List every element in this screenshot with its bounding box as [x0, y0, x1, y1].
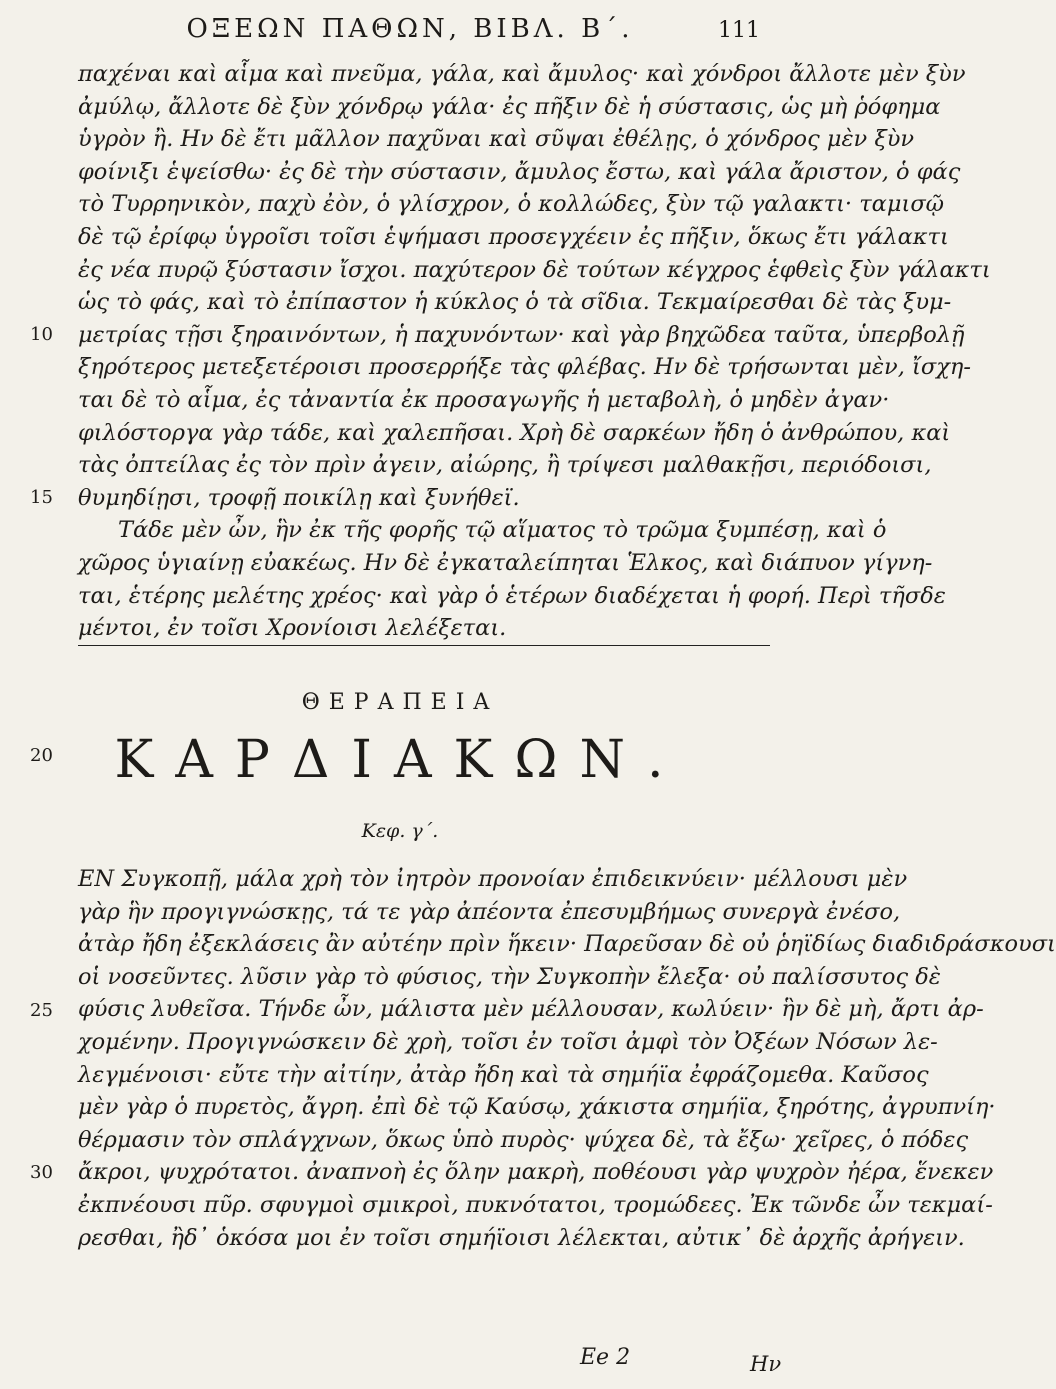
line-number: 30	[30, 1162, 53, 1183]
text-line: ἄκροι, ψυχρότατοι. ἀναπνοὴ ἐς ὅλην μακρὴ, ποθέουσι γὰρ ψυχρὸν ἠέρα, ἕνεκεν	[78, 1159, 994, 1186]
line-number: 20	[30, 745, 53, 766]
line-number: 10	[30, 324, 53, 345]
text-line: ται, ἑτέρης μελέτης χρέος· καὶ γὰρ ὁ ἑτέρων διαδέχεται ἡ φορή. Περὶ τῆσδε	[78, 582, 946, 609]
section-rule	[78, 645, 770, 646]
section-title: ΚΑΡΔΙΑΚΩΝ.	[114, 730, 686, 790]
text-line: χῶρος ὑγιαίνῃ εὐακέως. Ην δὲ ἐγκαταλείπηται Ἑλκος, καὶ διάπυον γίγνη-	[78, 549, 933, 576]
running-title: ΟΞΕΩΝ ΠΑΘΩΝ, ΒΙΒΛ. Β΄.	[186, 14, 634, 44]
text-line: ἀτὰρ ἤδη ἐξεκλάσεις ἂν αὐτέην πρὶν ἥκειν· Παρεῦσαν δὲ οὐ ῥηϊδίως διαδιδράσκουσι	[78, 931, 1056, 958]
text-line: ξηρότερος μετεξετέροισι προσερρήξε τὰς φλέβας. Ην δὲ τρήσωνται μὲν, ἴσχη-	[78, 354, 971, 381]
text-line: θυμηδίῃσι, τροφῇ ποικίλῃ καὶ ξυνήθεϊ.	[78, 484, 520, 511]
catchword: Hν	[750, 1352, 782, 1376]
text-line: ΕΝ Συγκοπῇ, μάλα χρὴ τὸν ἰητρὸν προνοίαν ἐπιδεικνύειν· μέλλουσι μὲν	[78, 866, 908, 892]
text-line: παχέναι καὶ αἷμα καὶ πνεῦμα, γάλα, καὶ ἄμυλος· καὶ χόνδροι ἄλλοτε μὲν ξὺν	[78, 61, 966, 87]
signature-mark: Ee 2	[580, 1345, 631, 1370]
text-line: δὲ τῷ ἐρίφῳ ὑγροῖσι τοῖσι ἑψήμασι προσεγχέειν ἐς πῆξιν, ὅκως ἔτι γάλακτι	[78, 223, 949, 250]
text-line: ὑγρὸν ἢ. Ην δὲ ἔτι μᾶλλον παχῦναι καὶ σῦψαι ἐθέλῃς, ὁ χόνδρος μὲν ξὺν	[78, 126, 915, 153]
page-number: 111	[718, 18, 760, 43]
text-line: φύσις λυθεῖσα. Τήνδε ὦν, μάλιστα μὲν μέλλουσαν, κωλύειν· ἣν δὲ μὴ, ἄρτι ἀρ-	[78, 996, 984, 1023]
text-line: ἐς νέα πυρῷ ξύστασιν ἴσχοι. παχύτερον δὲ τούτων κέγχρος ἑφθεὶς ξὺν γάλακτι	[78, 256, 991, 283]
running-head	[120, 14, 760, 50]
text-line: τὸ Τυρρηνικὸν, παχὺ ἐὸν, ὁ γλίσχρον, ὁ κολλώδες, ξὺν τῷ γαλακτι· ταμισῷ	[78, 191, 945, 218]
text-line: ἀμύλῳ, ἄλλοτε δὲ ξὺν χόνδρῳ γάλα· ἐς πῆξιν δὲ ἡ σύστασις, ὡς μὴ ῥόφημα	[78, 93, 941, 120]
text-line: μὲν γὰρ ὁ πυρετὸς, ἄγρη. ἐπὶ δὲ τῷ Καύσῳ, χάκιστα σημήϊα, ξηρότης, ἀγρυπνίη·	[78, 1094, 996, 1121]
text-line: ται δὲ τὸ αἷμα, ἐς τἀναντία ἐκ προσαγωγῆς ἡ μεταβολὴ, ὁ μηδὲν ἀγαν·	[78, 386, 890, 413]
text-line: χομένην. Προγιγνώσκειν δὲ χρὴ, τοῖσι ἐν τοῖσι ἀμφὶ τὸν Ὀξέων Νόσων λε-	[78, 1028, 938, 1055]
text-line: λεγμένοισι· εὔτε τὴν αἰτίην, ἀτὰρ ἤδη καὶ τὰ σημήϊα ἐφράζομεθα. Καῦσος	[78, 1061, 929, 1088]
text-line: μέντοι, ἐν τοῖσι Χρονίοισι λελέξεται.	[78, 615, 507, 642]
upper-text-block	[78, 58, 991, 645]
text-line: ἐκπνέουσι πῦρ. σφυγμοὶ σμικροὶ, πυκνότατοι, τρομώδεες. Ἐκ τῶνδε ὦν τεκμαί-	[78, 1191, 993, 1218]
text-line: μετρίας τῇσι ξηραινόντων, ἡ παχυνόντων· καὶ γὰρ βηχῶδεα ταῦτα, ὑπερβολῇ	[78, 321, 965, 348]
text-line: θέρμασιν τὸν σπλάγχνων, ὅκως ὑπὸ πυρὸς· ψύχεα δὲ, τὰ ἔξω· χεῖρες, ὁ πόδες	[78, 1126, 969, 1153]
text-line: φοίνιξι ἑψείσθω· ἐς δὲ τὴν σύστασιν, ἄμυλος ἔστω, καὶ γάλα ἄριστον, ὁ φάς	[78, 158, 961, 185]
line-number: 25	[30, 1000, 53, 1021]
text-line: τὰς ὀπτείλας ἐς τὸν πρὶν ἀγειν, αἰώρης, ἢ τρίψεσι μαλθακῇσι, περιόδοισι,	[78, 452, 932, 479]
chapter-label: Κεφ. γ΄.	[361, 820, 439, 842]
text-line: ὡς τὸ φάς, καὶ τὸ ἐπίπαστον ἡ κύκλος ὁ τὰ σῖδια. Τεκμαίρεσθαι δὲ τὰς ξυμ-	[78, 289, 952, 316]
lower-text-block	[78, 863, 1056, 1254]
text-line: οἱ νοσεῦντες. λῦσιν γὰρ τὸ φύσιος, τὴν Συγκοπὴν ἔλεξα· οὐ παλίσσυτος δὲ	[78, 963, 941, 990]
text-line: φιλόστοργα γὰρ τάδε, καὶ χαλεπῆσαι. Χρὴ δὲ σαρκέων ἤδη ὁ ἀνθρώπου, καὶ	[78, 419, 951, 446]
line-number: 15	[30, 487, 53, 508]
text-line: Τάδε μὲν ὦν, ἣν ἐκ τῆς φορῆς τῷ αἵματος τὸ τρῶμα ξυμπέσῃ, καὶ ὁ	[118, 517, 887, 544]
text-line: ρεσθαι, ἢδ᾽ ὁκόσα μοι ἐν τοῖσι σημήϊοισι λέλεκται, αὐτικ᾽ δὲ ἀρχῆς ἀρήγειν.	[78, 1224, 965, 1251]
section-label: ΘΕΡΑΠΕΙΑ	[301, 690, 499, 715]
text-line: γὰρ ἣν προγιγνώσκῃς, τά τε γὰρ ἀπέοντα ἐπεσυμβήμως συνεργὰ ἐνέσο,	[78, 898, 901, 925]
